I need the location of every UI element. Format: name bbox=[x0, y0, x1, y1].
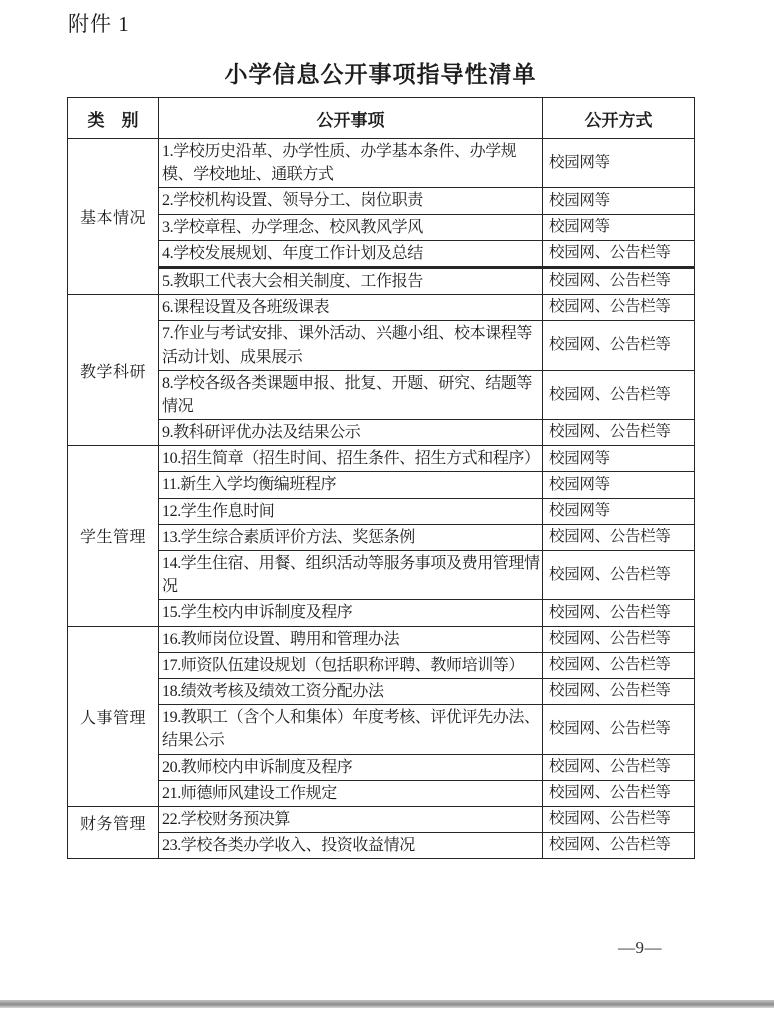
item-cell: 3.学校章程、办学理念、校风教风学风 bbox=[159, 214, 543, 240]
item-cell: 5.教职工代表大会相关制度、工作报告 bbox=[159, 267, 543, 294]
method-cell: 校园网等 bbox=[543, 472, 695, 498]
method-cell: 校园网、公告栏等 bbox=[543, 524, 695, 550]
table-row bbox=[68, 600, 695, 626]
item-cell: 10.招生简章（招生时间、招生条件、招生方式和程序） bbox=[159, 446, 543, 472]
method-cell: 校园网等 bbox=[543, 498, 695, 524]
table-row bbox=[68, 295, 695, 321]
method-cell: 校园网、公告栏等 bbox=[543, 321, 695, 370]
table-row bbox=[68, 420, 695, 446]
method-cell: 校园网等 bbox=[543, 188, 695, 214]
item-cell: 14.学生住宿、用餐、组织活动等服务事项及费用管理情况 bbox=[159, 551, 543, 600]
category-cell: 人事管理 bbox=[68, 626, 159, 806]
method-cell: 校园网、公告栏等 bbox=[543, 705, 695, 754]
page-separator bbox=[0, 1000, 774, 1008]
method-cell: 校园网、公告栏等 bbox=[543, 754, 695, 780]
header-items: 公开事项 bbox=[159, 98, 543, 139]
item-cell: 7.作业与考试安排、课外活动、兴趣小组、校本课程等活动计划、成果展示 bbox=[159, 321, 543, 370]
method-cell: 校园网、公告栏等 bbox=[543, 267, 695, 294]
item-cell: 4.学校发展规划、年度工作计划及总结 bbox=[159, 240, 543, 267]
item-cell: 15.学生校内申诉制度及程序 bbox=[159, 600, 543, 626]
table-row bbox=[68, 139, 695, 188]
table-row bbox=[68, 754, 695, 780]
table-row bbox=[68, 806, 695, 832]
item-cell: 1.学校历史沿革、办学性质、办学基本条件、办学规模、学校地址、通联方式 bbox=[159, 139, 543, 188]
category-cell: 基本情况 bbox=[68, 139, 159, 295]
header-method: 公开方式 bbox=[543, 98, 695, 139]
table-row bbox=[68, 833, 695, 859]
method-cell: 校园网等 bbox=[543, 139, 695, 188]
item-cell: 9.教科研评优办法及结果公示 bbox=[159, 420, 543, 446]
table-row bbox=[68, 188, 695, 214]
item-cell: 13.学生综合素质评价方法、奖惩条例 bbox=[159, 524, 543, 550]
table-row bbox=[68, 498, 695, 524]
category-cell: 学生管理 bbox=[68, 446, 159, 626]
table-row bbox=[68, 705, 695, 754]
method-cell: 校园网、公告栏等 bbox=[543, 600, 695, 626]
page-title: 小学信息公开事项指导性清单 bbox=[224, 62, 537, 87]
category-cell: 教学科研 bbox=[68, 295, 159, 446]
page-number: —9— bbox=[618, 938, 662, 957]
item-cell: 20.教师校内申诉制度及程序 bbox=[159, 754, 543, 780]
item-cell: 8.学校各级各类课题申报、批复、开题、研究、结题等情况 bbox=[159, 370, 543, 419]
method-cell: 校园网等 bbox=[543, 446, 695, 472]
method-cell: 校园网、公告栏等 bbox=[543, 370, 695, 419]
table-row bbox=[68, 321, 695, 370]
table-row bbox=[68, 626, 695, 652]
table-row bbox=[68, 370, 695, 419]
item-cell: 18.绩效考核及绩效工资分配办法 bbox=[159, 678, 543, 704]
table-row bbox=[68, 652, 695, 678]
method-cell: 校园网、公告栏等 bbox=[543, 420, 695, 446]
disclosure-table bbox=[67, 97, 695, 859]
table-row bbox=[68, 678, 695, 704]
table-row bbox=[68, 551, 695, 600]
item-cell: 17.师资队伍建设规划（包括职称评聘、教师培训等） bbox=[159, 652, 543, 678]
method-cell: 校园网、公告栏等 bbox=[543, 833, 695, 859]
method-cell: 校园网、公告栏等 bbox=[543, 551, 695, 600]
table-row bbox=[68, 267, 695, 294]
table-row bbox=[68, 240, 695, 267]
method-cell: 校园网、公告栏等 bbox=[543, 295, 695, 321]
category-cell: 财务管理 bbox=[68, 806, 159, 858]
item-cell: 6.课程设置及各班级课表 bbox=[159, 295, 543, 321]
header-category: 类 别 bbox=[68, 98, 159, 139]
method-cell: 校园网、公告栏等 bbox=[543, 780, 695, 806]
item-cell: 23.学校各类办学收入、投资收益情况 bbox=[159, 833, 543, 859]
item-cell: 19.教职工（含个人和集体）年度考核、评优评先办法、结果公示 bbox=[159, 705, 543, 754]
item-cell: 22.学校财务预决算 bbox=[159, 806, 543, 832]
item-cell: 2.学校机构设置、领导分工、岗位职责 bbox=[159, 188, 543, 214]
table-row bbox=[68, 780, 695, 806]
method-cell: 校园网、公告栏等 bbox=[543, 626, 695, 652]
method-cell: 校园网、公告栏等 bbox=[543, 678, 695, 704]
attachment-label: 附件 1 bbox=[68, 12, 130, 36]
method-cell: 校园网、公告栏等 bbox=[543, 806, 695, 832]
item-cell: 12.学生作息时间 bbox=[159, 498, 543, 524]
table-row bbox=[68, 214, 695, 240]
table-row bbox=[68, 524, 695, 550]
table-row bbox=[68, 446, 695, 472]
table-row bbox=[68, 472, 695, 498]
item-cell: 21.师德师风建设工作规定 bbox=[159, 780, 543, 806]
method-cell: 校园网等 bbox=[543, 214, 695, 240]
item-cell: 16.教师岗位设置、聘用和管理办法 bbox=[159, 626, 543, 652]
method-cell: 校园网、公告栏等 bbox=[543, 652, 695, 678]
method-cell: 校园网、公告栏等 bbox=[543, 240, 695, 267]
table-header-row bbox=[68, 98, 695, 139]
item-cell: 11.新生入学均衡编班程序 bbox=[159, 472, 543, 498]
